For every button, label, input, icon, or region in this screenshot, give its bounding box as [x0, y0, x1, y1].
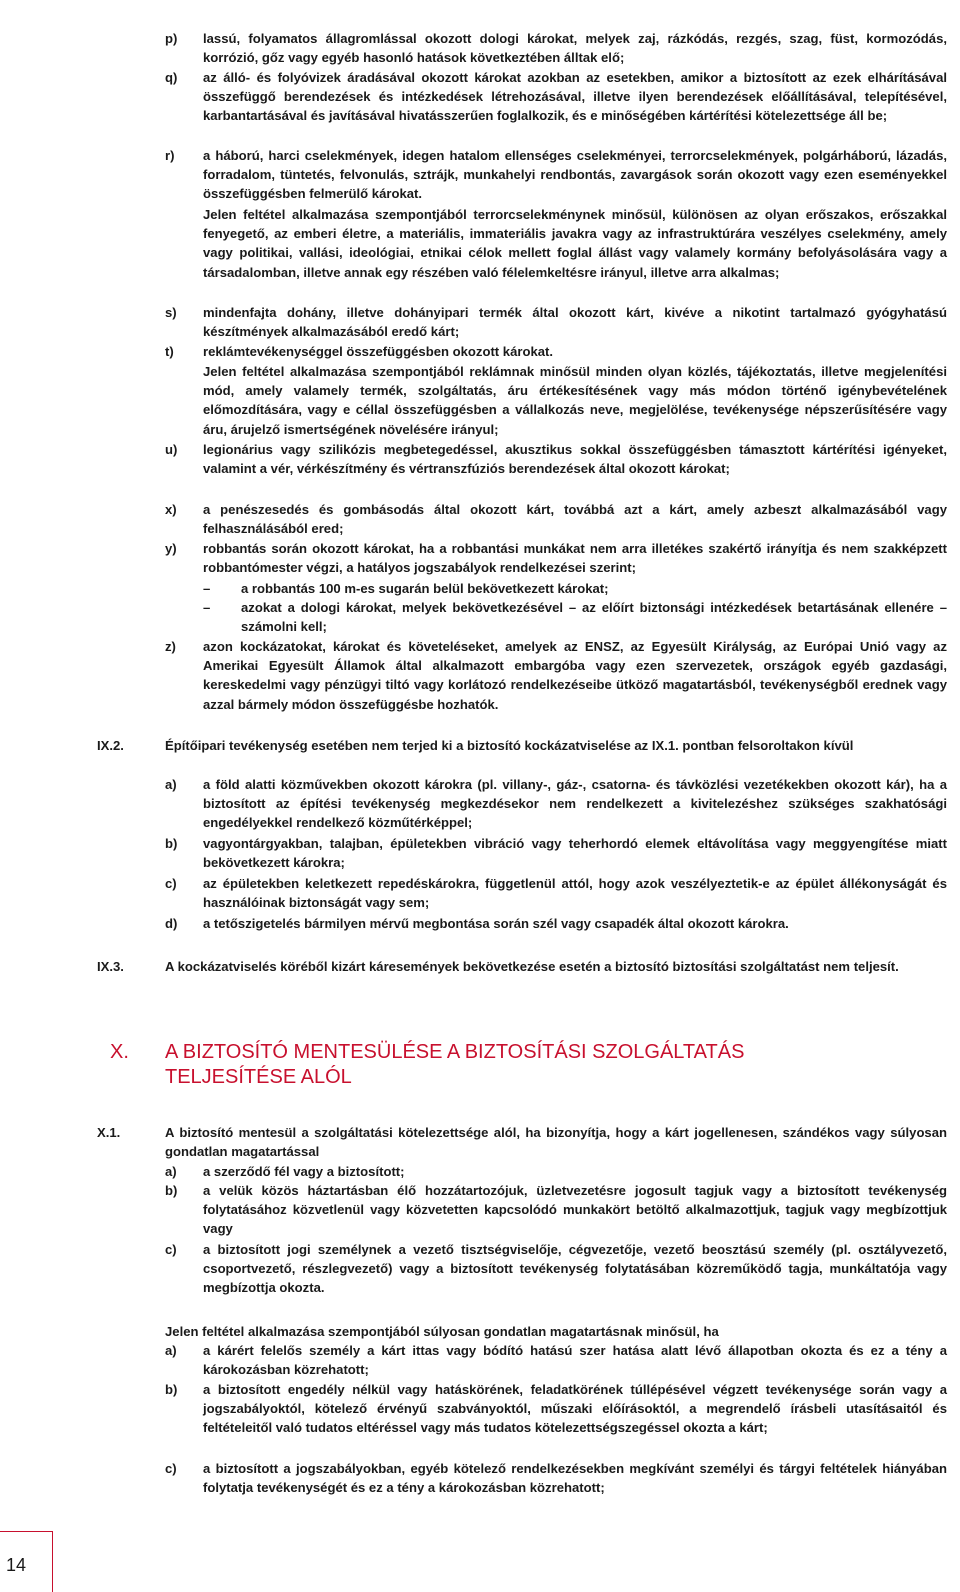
- item-label: y): [165, 541, 177, 556]
- section-x1: [97, 1123, 947, 1161]
- item-label: x): [165, 502, 177, 517]
- item-text: az álló- és folyóvizek áradásával okozott károkat azokban az esetekben, amikor a biztosított az ezek elhárításával összefüggő berendezések és intézkedések létrehozásával, illetve ilyen berendezések előállításával, telepítésével, karbantartásával és javításával hivatásszerűen foglalkozik, és e minőségében kártérítési kötelezettsége áll be;: [203, 70, 947, 124]
- list-item-x1-2b: [165, 1380, 947, 1438]
- heading-line-1: A BIZTOSÍTÓ MENTESÜLÉSE A BIZTOSÍTÁSI SZOLGÁLTATÁS: [165, 1041, 745, 1063]
- dash-item: [203, 579, 947, 598]
- dash-label: –: [203, 600, 211, 615]
- item-label: c): [165, 876, 177, 891]
- item-text: mindenfajta dohány, illetve dohányipari termék által okozott kárt, kivéve a nikotint tartalmazó gyógyhatású készítmények alkalmazásából eredő kárt;: [203, 305, 947, 340]
- item-text: a biztosított a jogszabályokban, egyéb kötelező rendelkezésekben megkívánt személyi és tárgyi feltételek hiányában folytatja tevékenységét és ez a tény a károkozásban közrehatott;: [203, 1461, 947, 1496]
- item-label: u): [165, 442, 178, 457]
- list-item-u: [165, 440, 947, 478]
- section-intro: A biztosító mentesül a szolgáltatási kötelezettsége alól, ha bizonyítja, hogy a kárt jogellenesen, szándékos vagy súlyosan gondatlan magatartással: [165, 1125, 947, 1160]
- item-text: a biztosított jogi személynek a vezető tisztségviselője, cégvezetője, vezető beosztású személy (pl. osztályvezető, csoportvezető, részlegvezető) vagy a biztosított tevékenység folytatásában közreműködő tagja, munkáltatója vagy megbízottja okozta.: [203, 1242, 947, 1296]
- section-number: X.1.: [97, 1125, 121, 1140]
- list-item-r: [165, 146, 947, 204]
- page-number: 14: [6, 1555, 27, 1575]
- item-label: a): [165, 1343, 177, 1358]
- item-label: r): [165, 148, 175, 163]
- dash-label: –: [203, 581, 211, 596]
- list-item-x1-a: [165, 1162, 947, 1181]
- paragraph-text: Jelen feltétel alkalmazása szempontjából súlyosan gondatlan magatartásnak minősül, ha: [165, 1324, 719, 1339]
- item-text: robbantás során okozott károkat, ha a robbantási munkákat nem arra illetékes szakértő irányítja és nem szakképzett robbantómester végzi, a hatályos jogszabályok rendelkezései szerint;: [203, 541, 947, 576]
- item-label: q): [165, 70, 178, 85]
- footer-rule: [0, 1531, 52, 1532]
- item-label: c): [165, 1461, 177, 1476]
- list-item-t: [165, 342, 947, 361]
- list-item-x1-c: [165, 1240, 947, 1298]
- item-label: s): [165, 305, 177, 320]
- section-heading-x: [110, 1040, 910, 1090]
- section-ix2: [97, 736, 947, 755]
- item-text: a velük közös háztartásban élő hozzátartozójuk, üzletvezetésre jogosult tagjuk vagy a biztosított tevékenység folytatásához közvetlenül vagy közvetetten kapcsolódó munkakört betöltő alkalmazottjuk, tagjuk vagy megbízottjuk vagy: [203, 1183, 947, 1237]
- item-text: a tetőszigetelés bármilyen mérvű megbontása során szél vagy csapadék által okozott károkra.: [203, 916, 789, 931]
- item-text: reklámtevékenységgel összefüggésben okozott károkat.: [203, 344, 554, 359]
- item-label: a): [165, 777, 177, 792]
- heading-line-2: TELJESÍTÉSE ALÓL: [165, 1066, 352, 1088]
- item-label: z): [165, 639, 176, 654]
- item-text: lassú, folyamatos állagromlással okozott dologi károkat, melyek zaj, rázkódás, rezgés, szag, füst, kormozódás, korrózió, gőz vagy egyéb hasonló hatások következtében álltak elő;: [203, 31, 947, 66]
- item-text: a penészesedés és gombásodás által okozott kárt, továbbá azt a kárt, amely azbeszt alkalmazásából vagy felhasználásából ered;: [203, 502, 947, 537]
- list-item-p: [165, 29, 947, 67]
- item-label: b): [165, 1382, 178, 1397]
- item-text: legionárius vagy szilikózis megbetegedéssel, akusztikus sokkal összefüggésben támasztott kártérítési igényeket, valamint a vér, vérkészítmény és vértranszfúziós berendezések által okozott károkat;: [203, 442, 947, 477]
- list-item-ix2-a: [165, 775, 947, 833]
- item-text: vagyontárgyakban, talajban, épületekben vibráció vagy teherhordó elemek eltávolítása vagy meggyengítése miatt bekövetkezett károkra;: [203, 836, 947, 871]
- item-label: d): [165, 916, 178, 931]
- list-item-y: [165, 539, 947, 577]
- list-item-ix2-b: [165, 834, 947, 872]
- advertising-definition-paragraph: Jelen feltétel alkalmazása szempontjából reklámnak minősül minden olyan közlés, tájékoztatás, illetve megjelenítési mód, amely valamely termék, szolgáltatás, áru értékesítésének vagy más módon történő igénybevételének előmozdítására, vagy e céllal összefüggésben a vállalkozás neve, megjelölése, tevékenysége népszerűsítésére vagy áru, árujelző ismertségének növelésére irányul;: [203, 364, 947, 437]
- list-item-q: [165, 68, 947, 126]
- list-item-s: [165, 303, 947, 341]
- section-number: IX.3.: [97, 959, 124, 974]
- item-text: a kárért felelős személy a kárt ittas vagy bódító hatású szer hatása alatt lévő állapotban okozta és ez a tény a károkozásban közrehatott;: [203, 1343, 947, 1378]
- list-item-ix2-d: [165, 914, 947, 933]
- item-text: a biztosított engedély nélkül vagy hatáskörének, feladatkörének túllépésével végzett tevékenysége során vagy a jogszabályoktól, kötelező érvényű szabványoktól, műszaki előírásoktól, a megrendelő írásbeli utasításaitól és feltételeitől való tudatos eltéréssel vagy más tudatos kötelezettségszegéssel okozta a kárt;: [203, 1382, 947, 1436]
- item-label: b): [165, 1183, 178, 1198]
- section-text: A kockázatviselés köréből kizárt káresemények bekövetkezése esetén a biztosító biztosítási szolgáltatást nem teljesít.: [165, 959, 899, 974]
- item-text: a föld alatti közművekben okozott károkra (pl. villany-, gáz-, csatorna- és távközlési vezetékekben okozott kár), ha a biztosított az építési tevékenység megkezdésekor nem rendelkezett a kivitelezéshez szükséges szakhatósági engedélyekkel rendelkező közműtérképpel;: [203, 777, 947, 831]
- item-label: t): [165, 344, 174, 359]
- heading-number: X.: [110, 1041, 129, 1063]
- item-label: p): [165, 31, 178, 46]
- list-item-x1-2c: [165, 1459, 947, 1497]
- list-item-z: [165, 637, 947, 714]
- dash-text: a robbantás 100 m-es sugarán belül bekövetkezett károkat;: [241, 581, 609, 596]
- item-label: c): [165, 1242, 177, 1257]
- list-item-x1-b: [165, 1181, 947, 1239]
- item-text: a szerződő fél vagy a biztosított;: [203, 1164, 405, 1179]
- item-text: a háború, harci cselekmények, idegen hatalom ellenséges cselekményei, terrorcselekmények, polgárháború, lázadás, forradalom, tüntetés, felvonulás, sztrájk, munkahelyi rendbontás, zavargások során okozott vagy ezen eseményekkel összefüggésben felmerülő károkat.: [203, 148, 947, 202]
- section-intro: Építőipari tevékenység esetében nem terjed ki a biztosító kockázatviselése az IX.1. pontban felsoroltakon kívül: [165, 738, 854, 753]
- list-item-x1-2a: [165, 1341, 947, 1379]
- item-text: az épületekben keletkezett repedéskárokra, függetlenül attól, hogy azok veszélyeztetik-e az épület állékonyságát és használóinak biztonságát vagy sem;: [203, 876, 947, 911]
- terror-definition-paragraph: Jelen feltétel alkalmazása szempontjából terrorcselekménynek minősül, különösen az olyan erőszakos, erőszakkal fenyegető, az emberi életre, a materiális, immateriális javakra vagy az infrastruktúrára veszélyes cselekmény, amely vagy politikai, vallási, ideológiai, etnikai célok mellett foglal állást vagy valamely kormány befolyásolására vagy a társadalomban, illetve annak egy részében való félelemkeltésre irányul, illetve arra alkalmas;: [203, 207, 947, 280]
- dash-text: azokat a dologi károkat, melyek bekövetkezésével – az előírt biztonsági intézkedések betartásának ellenére – számolni kell;: [241, 600, 947, 635]
- negligence-definition-paragraph: [165, 1322, 947, 1341]
- section-number: IX.2.: [97, 738, 124, 753]
- dash-item: [203, 598, 947, 636]
- item-label: a): [165, 1164, 177, 1179]
- list-item-x: [165, 500, 947, 538]
- list-item-ix2-c: [165, 874, 947, 912]
- item-label: b): [165, 836, 178, 851]
- section-ix3: [97, 957, 947, 976]
- footer-rule-vertical: [52, 1531, 53, 1592]
- item-text: azon kockázatokat, károkat és követeléseket, amelyek az ENSZ, az Egyesült Királyság, az Európai Unió vagy az Amerikai Egyesült Államok által alkalmazott embargóba vagy ezen szervezetek, országok egyéb gazdasági, kereskedelmi vagy pénzügyi tiltó vagy korlátozó rendelkezéseibe ütköző magatartásból, tevékenységből erednek vagy azzal bármely módon összefüggésbe hozhatók.: [203, 639, 947, 712]
